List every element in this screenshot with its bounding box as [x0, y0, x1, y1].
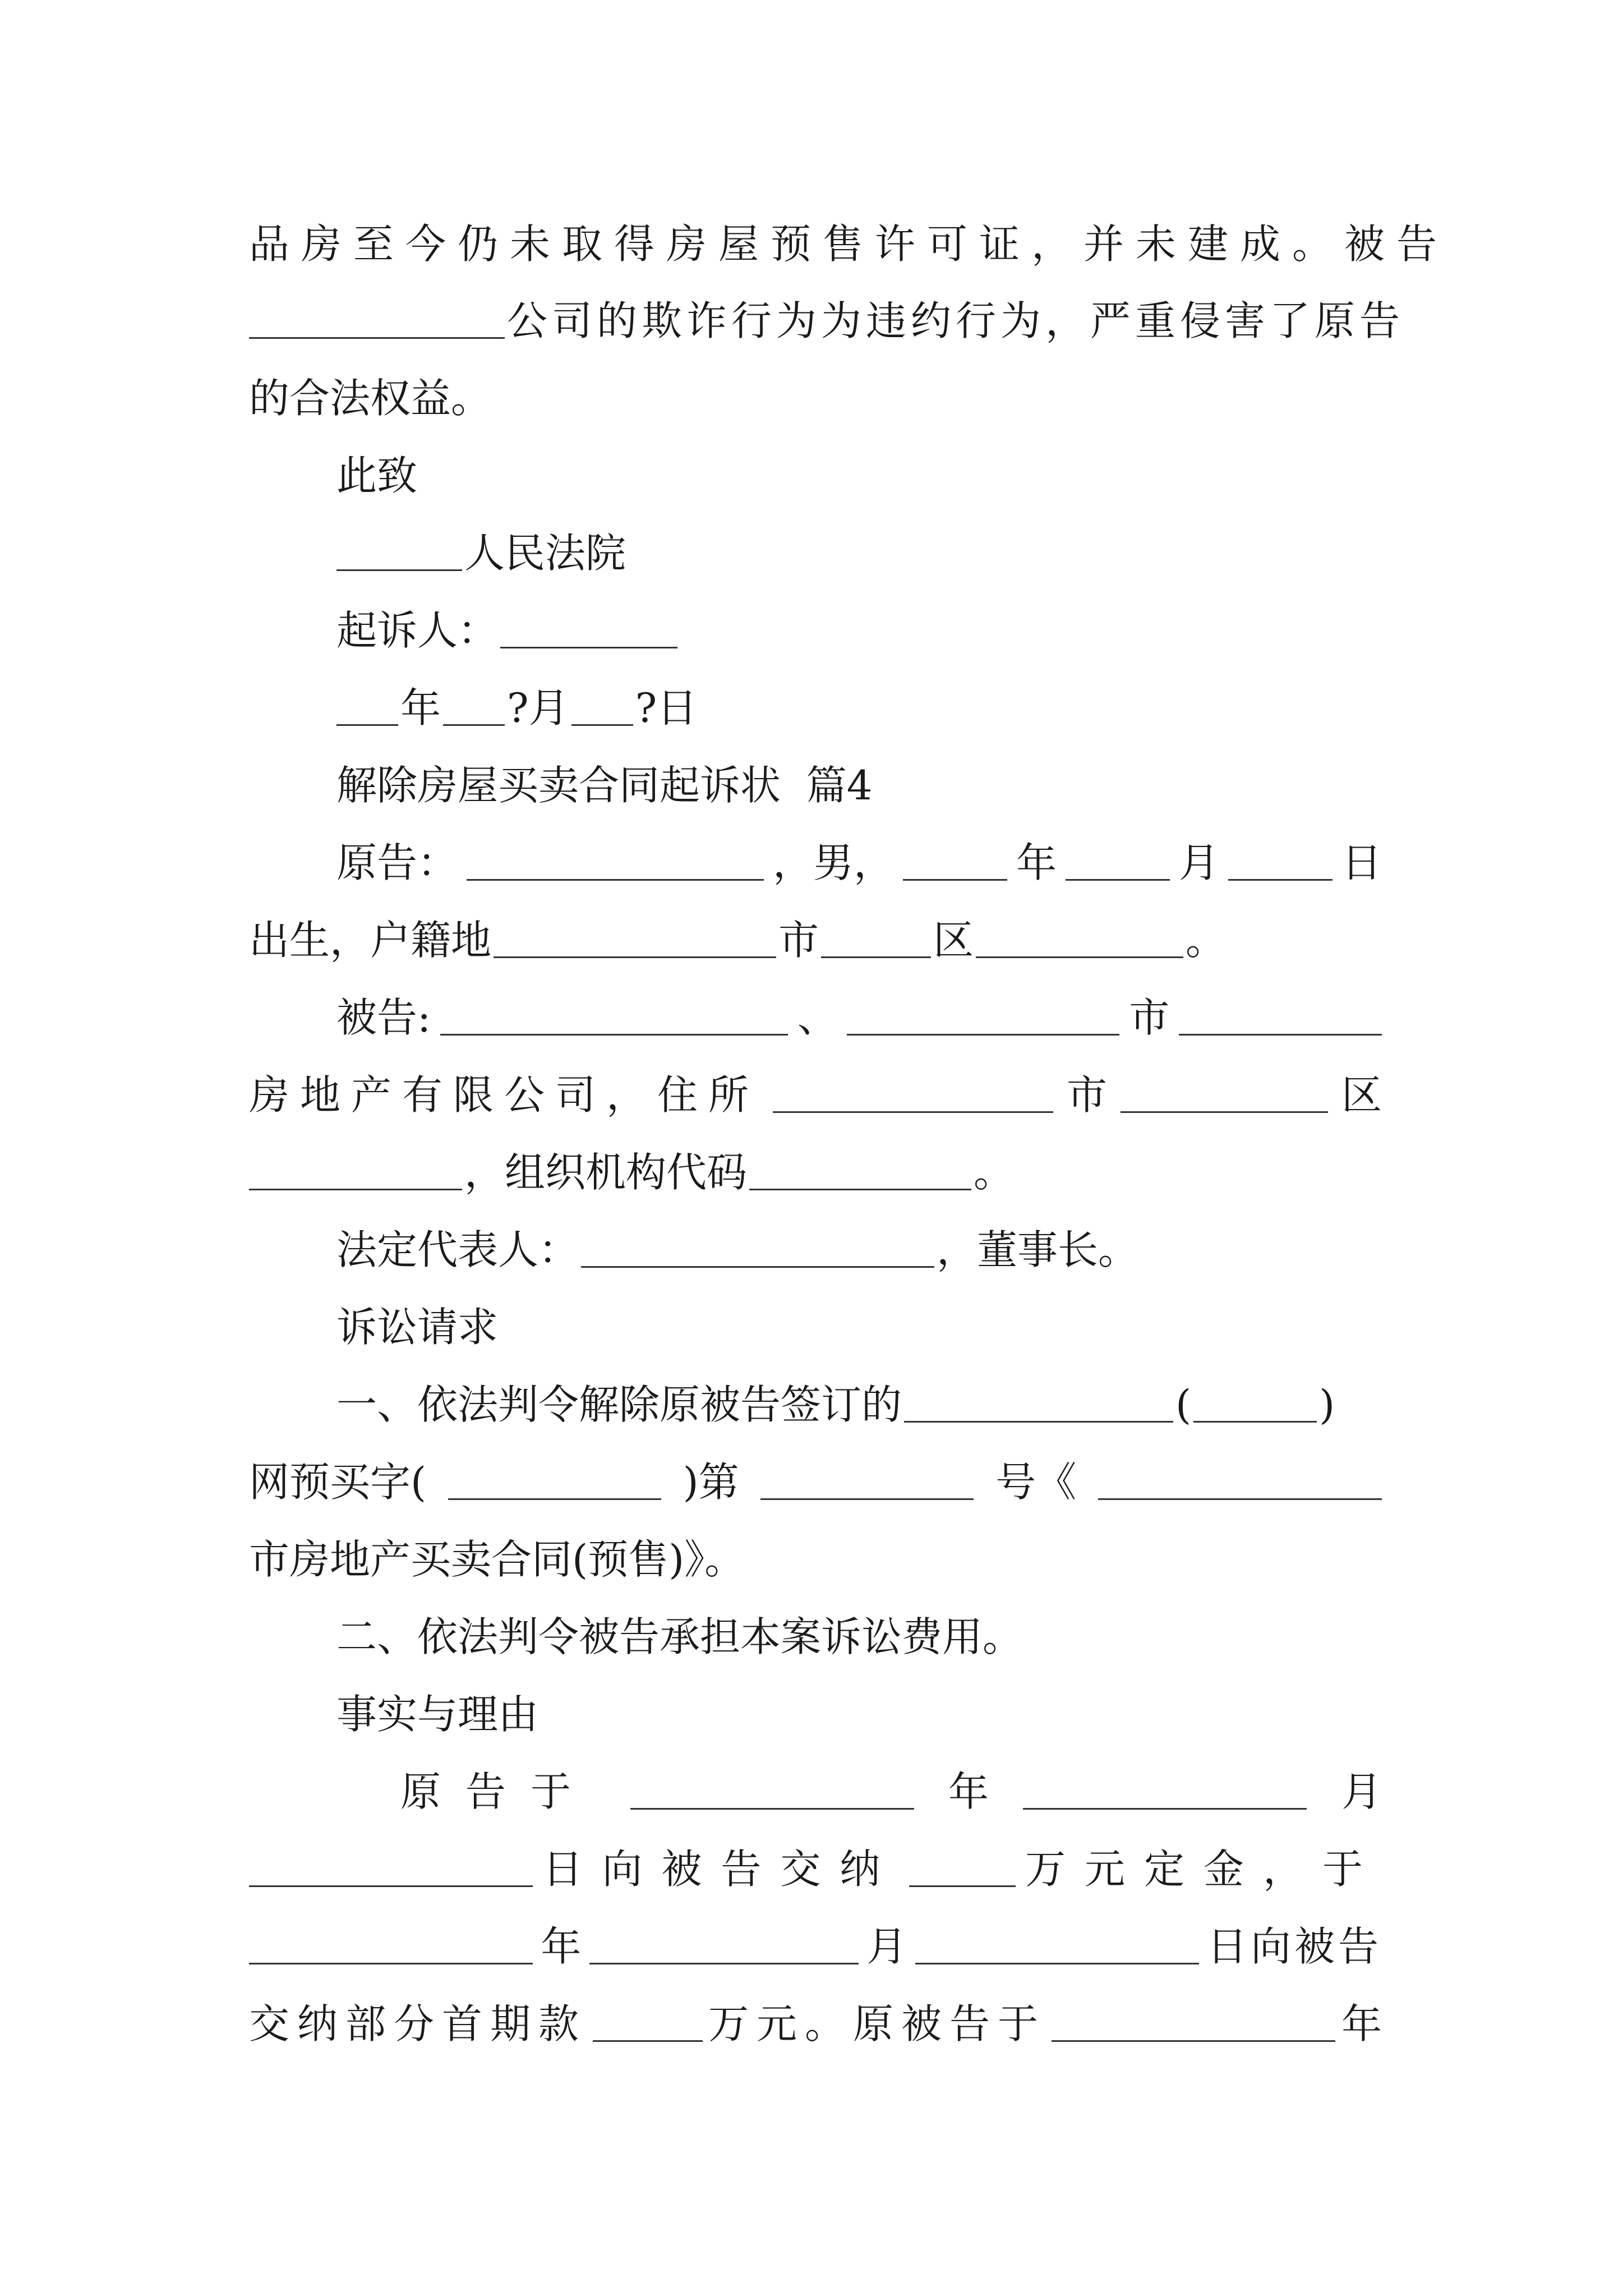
- text-l12-a: 房地产有限公司，住所: [249, 1071, 760, 1119]
- blank-field: [443, 684, 505, 726]
- text-l8: 解除房屋买卖合同起诉状 篇4: [336, 762, 873, 809]
- plaintiff-sign-line: [336, 602, 680, 659]
- text-l24-b: 万元。原被告于: [708, 2000, 1046, 2047]
- blank-field: [1098, 1458, 1382, 1500]
- org-code-line: [249, 1144, 1014, 1200]
- blank-field: [773, 1071, 1053, 1113]
- blank-field: [1179, 993, 1382, 1036]
- text-l16-c: ): [1319, 1381, 1335, 1428]
- text-l2: 公司的欺诈行为为违约行为，严重侵害了原告: [507, 297, 1405, 344]
- claims-heading: [336, 1299, 498, 1355]
- text-l10-d: 。: [1186, 917, 1227, 964]
- text-l19: 二、依法判令被告承担本案诉讼费用。: [336, 1613, 1023, 1660]
- text-l14-b: ，董事长。: [937, 1226, 1139, 1273]
- blank-field: [821, 916, 931, 958]
- blank-field: [1066, 839, 1170, 881]
- blank-field: [749, 1148, 971, 1190]
- blank-field: [571, 684, 633, 726]
- text-l22-a: 日向被告交纳: [542, 1846, 900, 1893]
- text-line-2: [249, 293, 1405, 349]
- text-l6: 起诉人：: [336, 607, 499, 654]
- text-l16-b: (: [1175, 1381, 1192, 1428]
- facts-line-2: [249, 1841, 1382, 1897]
- blank-field: [1023, 1768, 1307, 1810]
- text-l11-b: 、: [797, 994, 838, 1041]
- section-heading: [336, 757, 873, 813]
- text-l9-e: 日: [1341, 839, 1382, 886]
- text-l23-b: 月: [866, 1923, 907, 1970]
- blank-field: [1052, 2000, 1335, 2042]
- text-l3: 的合法权益。: [249, 375, 492, 422]
- text-l7-day: ?日: [635, 684, 698, 731]
- text-l12-c: 区: [1341, 1071, 1382, 1119]
- text-l21-b: 年: [948, 1768, 989, 1815]
- text-l5: 人民法院: [464, 530, 626, 577]
- legal-rep-line: [336, 1222, 1138, 1278]
- salutation: [336, 448, 417, 504]
- text-line-1: [249, 216, 1449, 272]
- text-l7-month: ?月: [507, 684, 569, 731]
- blank-field: [249, 1922, 533, 1964]
- claim-2-line: [336, 1609, 1023, 1665]
- text-l23-a: 年: [541, 1923, 582, 1970]
- facts-line-3: [249, 1918, 1382, 1975]
- text-l13-b: 。: [974, 1149, 1015, 1196]
- defendant-line: [336, 990, 1382, 1046]
- text-l10-b: 市: [778, 917, 819, 964]
- court-line: [336, 525, 626, 581]
- text-l17-b: )第: [683, 1458, 739, 1506]
- blank-field: [847, 993, 1119, 1036]
- text-l23-c: 日向被告: [1206, 1923, 1382, 1970]
- facts-heading: [336, 1686, 538, 1742]
- claim-1-line: [336, 1377, 1335, 1433]
- text-l1: 品房至今仍未取得房屋预售许可证，并未建成。被告: [249, 220, 1449, 268]
- blank-field: [1121, 1071, 1328, 1113]
- blank-field: [903, 839, 1007, 881]
- text-l17-a: 网预买字(: [249, 1458, 427, 1506]
- blank-field: [909, 1845, 1016, 1887]
- blank-field: [589, 1922, 859, 1964]
- blank-field: [581, 1226, 934, 1268]
- address-line: [249, 1067, 1382, 1123]
- blank-field: [915, 1922, 1199, 1964]
- text-l4: 此致: [336, 452, 418, 499]
- text-l10-a: 出生，户籍地: [249, 917, 492, 964]
- facts-line-4: [249, 1996, 1382, 2052]
- blank-field: [336, 684, 398, 726]
- blank-field: [500, 606, 677, 648]
- blank-field: [249, 1148, 462, 1190]
- text-l21-c: 月: [1341, 1768, 1382, 1815]
- text-l13-a: ，组织机构代码: [464, 1149, 748, 1196]
- contract-number-line: [249, 1454, 1382, 1510]
- text-l9-b: ，男，: [772, 839, 894, 886]
- blank-field: [630, 1768, 914, 1810]
- text-l16-a: 一、依法判令解除原被告签订的: [336, 1381, 902, 1428]
- blank-field: [494, 916, 776, 958]
- blank-field: [1228, 839, 1332, 881]
- date-line: [336, 680, 697, 736]
- blank-field: [467, 839, 764, 881]
- facts-line-1: [400, 1764, 1382, 1820]
- blank-field: [760, 1458, 974, 1500]
- plaintiff-line: [336, 835, 1382, 891]
- blank-field: [976, 916, 1183, 958]
- text-l11-a: 被告:: [336, 994, 431, 1041]
- blank-field: [249, 1845, 533, 1887]
- blank-field: [249, 297, 505, 339]
- text-l9-a: 原告：: [336, 839, 458, 886]
- text-l22-b: 万元定金，于: [1025, 1846, 1382, 1893]
- blank-field: [336, 529, 462, 571]
- text-l9-c: 年: [1016, 839, 1057, 886]
- blank-field: [593, 2000, 703, 2042]
- text-l24-c: 年: [1341, 2000, 1382, 2047]
- blank-field: [1193, 1381, 1317, 1423]
- text-l24-a: 交纳部分首期款: [249, 2000, 587, 2047]
- birth-line: [249, 912, 1226, 968]
- contract-name-line: [249, 1531, 745, 1588]
- text-l21-a: 原告于: [400, 1768, 596, 1815]
- blank-field: [904, 1381, 1173, 1423]
- text-l18: 市房地产买卖合同(预售)》。: [249, 1536, 745, 1583]
- text-l14-a: 法定代表人：: [336, 1226, 579, 1273]
- text-l9-d: 月: [1178, 839, 1219, 886]
- text-l17-c: 号《: [995, 1458, 1077, 1506]
- text-l11-c: 市: [1129, 994, 1170, 1041]
- text-l20: 事实与理由: [336, 1691, 539, 1738]
- blank-field: [448, 1458, 661, 1500]
- text-l12-b: 市: [1066, 1071, 1107, 1119]
- text-l7-year: 年: [400, 684, 441, 731]
- text-l15: 诉讼请求: [336, 1304, 499, 1351]
- text-l10-c: 区: [933, 917, 974, 964]
- text-line-3: [249, 370, 491, 426]
- blank-field: [440, 993, 788, 1036]
